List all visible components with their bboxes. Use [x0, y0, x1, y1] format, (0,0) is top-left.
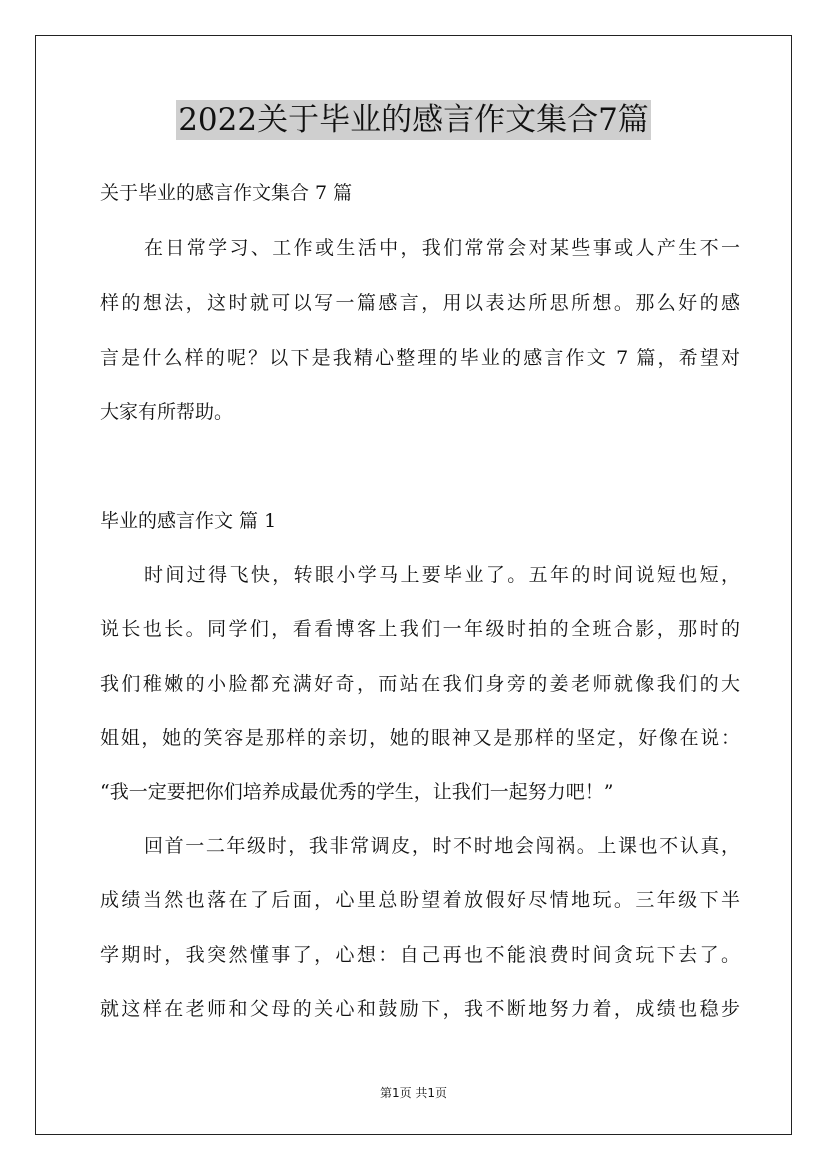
paragraph-line: 时间过得飞快，转眼小学马上要毕业了。五年的时间说短也短，	[144, 564, 740, 586]
intro-heading: 关于毕业的感言作文集合 7 篇	[100, 182, 353, 204]
paragraph-line: 我们稚嫩的小脸都充满好奇，而站在我们身旁的姜老师就像我们的大	[100, 673, 740, 695]
paragraph-line: 就这样在老师和父母的关心和鼓励下，我不断地努力着，成绩也稳步	[100, 998, 740, 1020]
page-footer: 第1页 共1页	[379, 1086, 448, 1100]
intro-line: 言是什么样的呢？以下是我精心整理的毕业的感言作文 7 篇，希望对	[100, 347, 740, 369]
intro-line: 样的想法，这时就可以写一篇感言，用以表达所思所想。那么好的感	[100, 292, 740, 314]
section-heading: 毕业的感言作文 篇 1	[100, 510, 277, 532]
document-title-text: 2022关于毕业的感言作文集合7篇	[178, 102, 649, 138]
intro-line: 大家有所帮助。	[100, 401, 234, 423]
paragraph-line: 姐姐，她的笑容是那样的亲切，她的眼神又是那样的坚定，好像在说：	[100, 727, 740, 749]
paragraph-line: 回首一二年级时，我非常调皮，时不时地会闯祸。上课也不认真，	[144, 835, 740, 857]
paragraph-line: 说长也长。同学们，看看博客上我们一年级时拍的全班合影，那时的	[100, 618, 740, 640]
paragraph-line: “我一定要把你们培养成最优秀的学生，让我们一起努力吧！”	[100, 781, 614, 803]
document-title	[0, 100, 827, 140]
paragraph-line: 成绩当然也落在了后面，心里总盼望着放假好尽情地玩。三年级下半	[100, 889, 740, 911]
paragraph-line: 学期时，我突然懂事了，心想：自己再也不能浪费时间贪玩下去了。	[100, 944, 740, 966]
intro-line: 在日常学习、工作或生活中，我们常常会对某些事或人产生不一	[144, 237, 740, 259]
